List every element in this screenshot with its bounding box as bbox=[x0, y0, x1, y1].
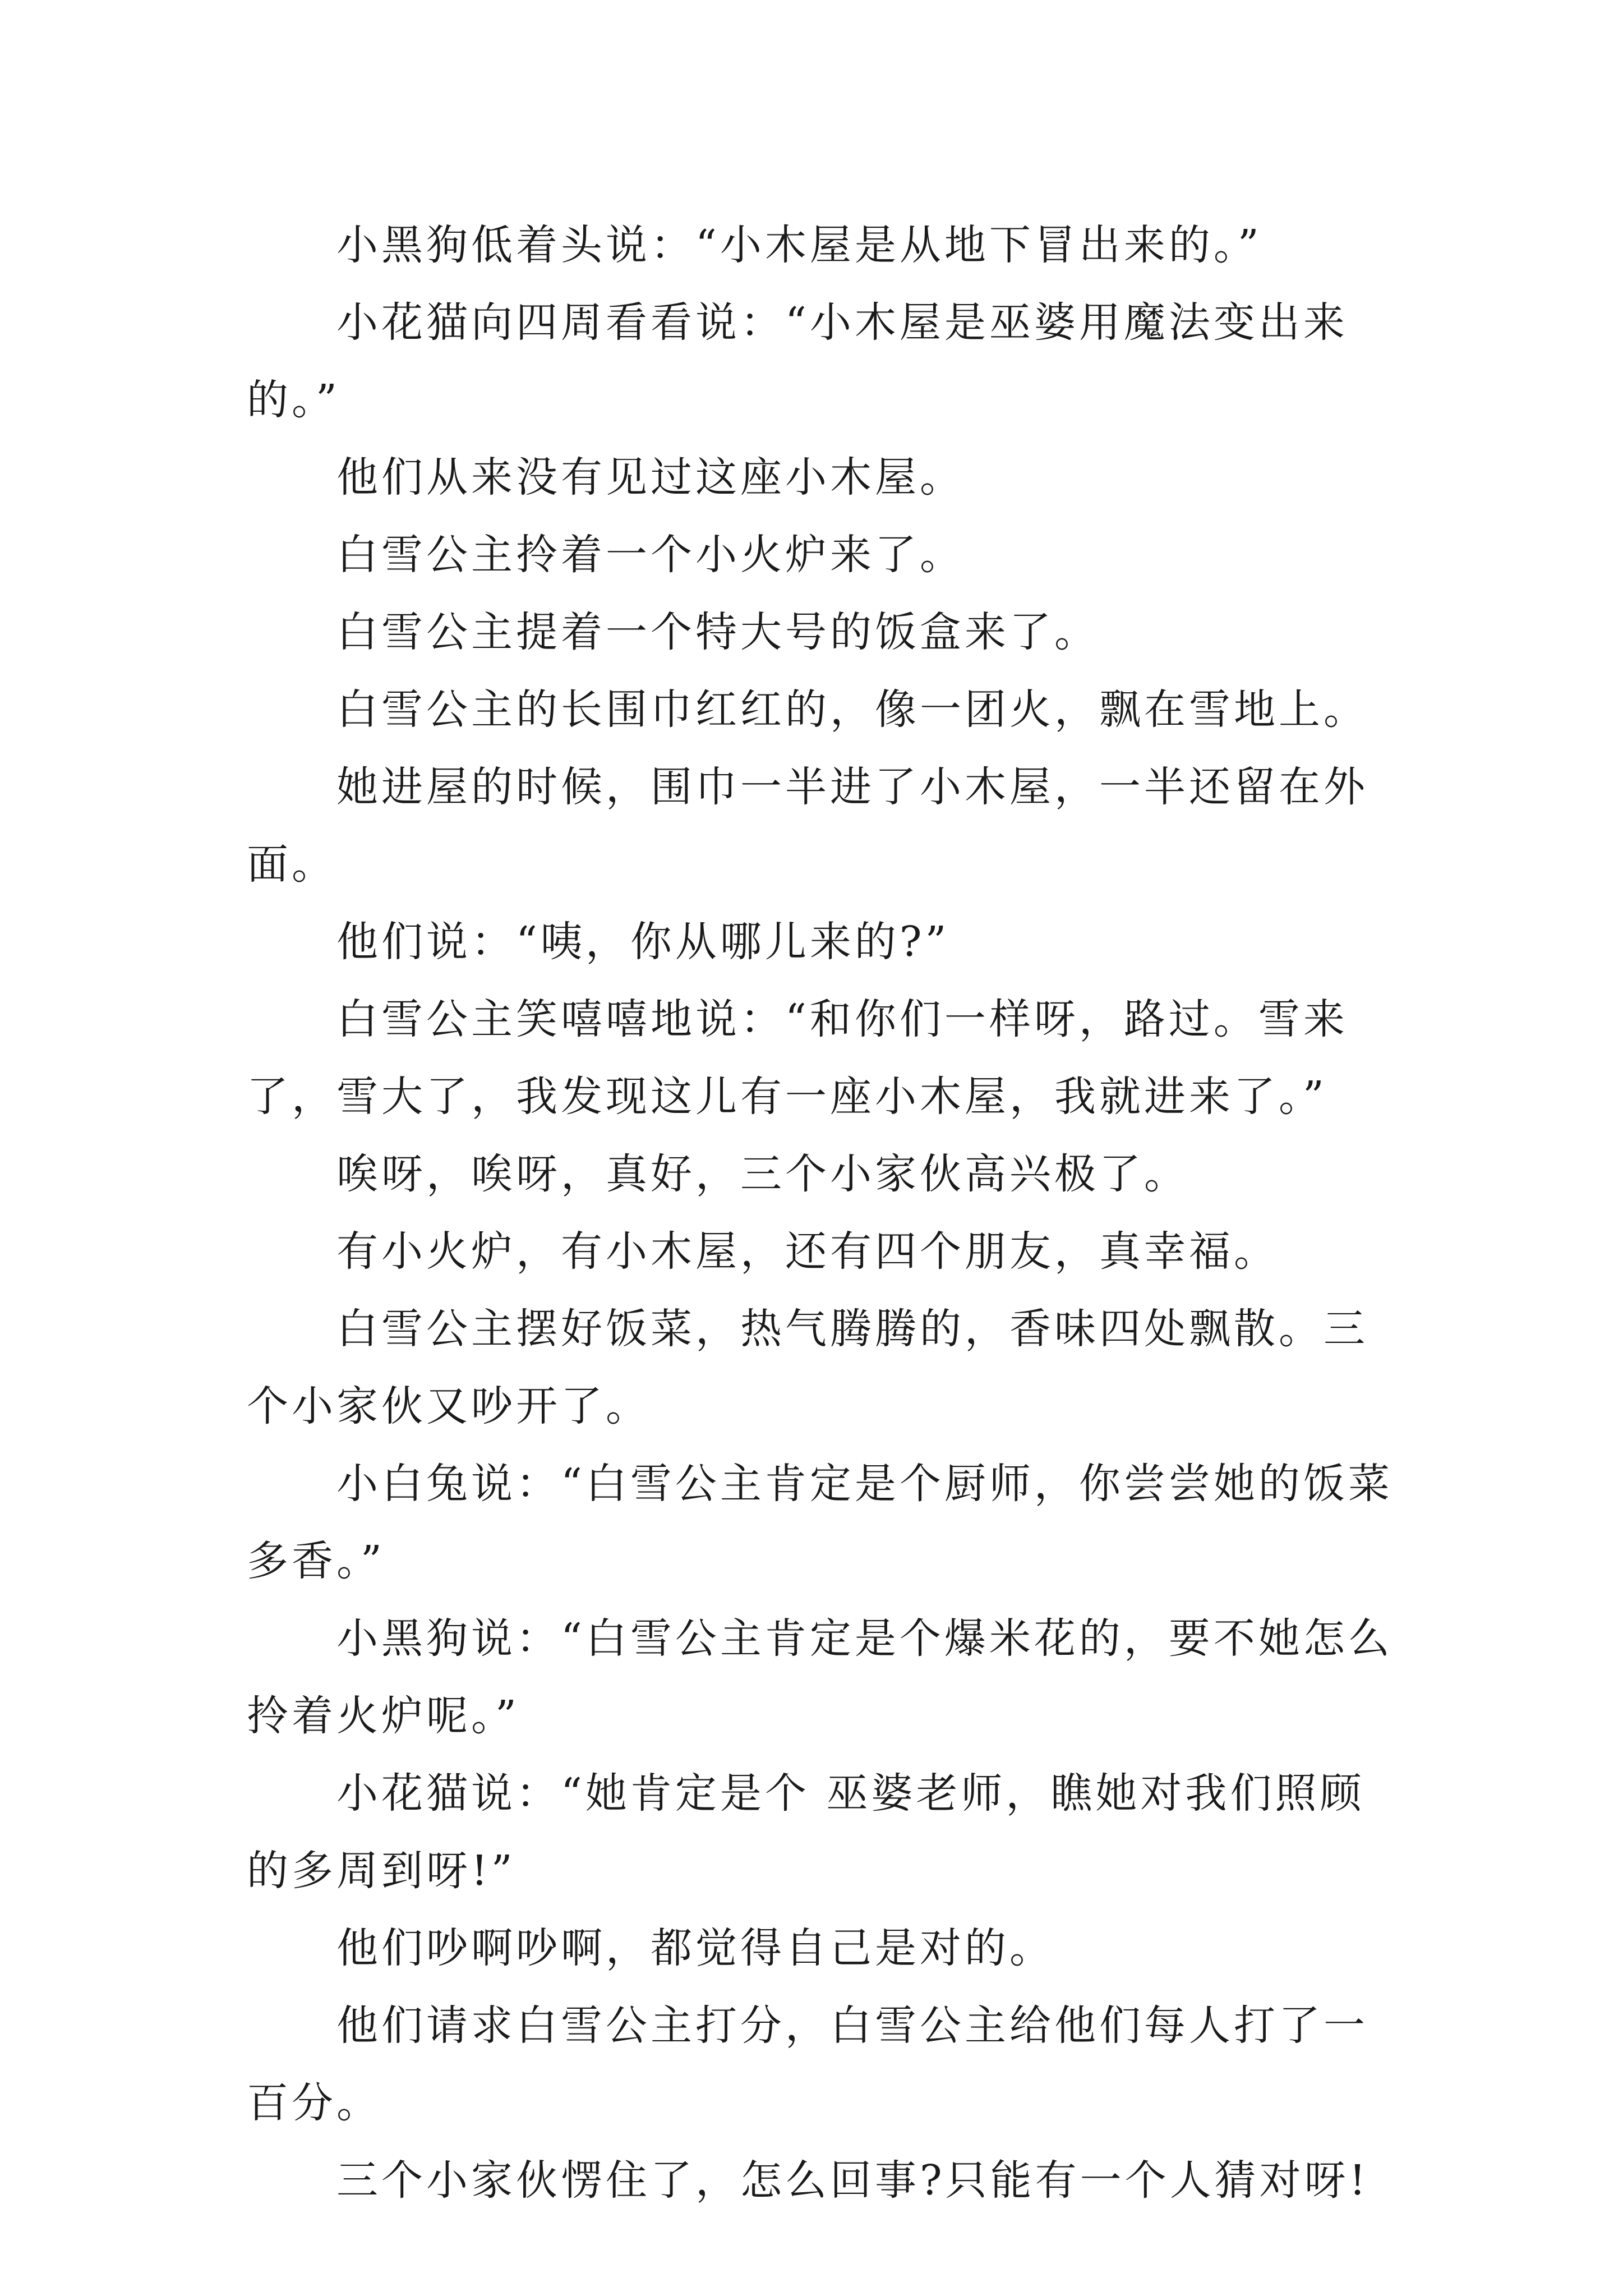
paragraph: 他们从来没有见过这座小木屋。 bbox=[336, 453, 965, 501]
paragraph: 他们请求白雪公主打分，白雪公主给他们每人打了一百分。 bbox=[247, 2001, 1368, 2127]
paragraph: 唉呀，唉呀，真好，三个小家伙高兴极了。 bbox=[336, 1150, 1189, 1198]
paragraph: 她进屋的时候，围巾一半进了小木屋，一半还留在外面。 bbox=[247, 763, 1368, 889]
paragraph: 小花猫向四周看看说：“小木屋是巫婆用魔法变出来的。” bbox=[247, 298, 1348, 424]
paragraph: 他们吵啊吵啊，都觉得自己是对的。 bbox=[336, 1924, 1054, 1972]
paragraph: 他们说：“咦，你从哪儿来的?” bbox=[336, 918, 950, 966]
paragraph: 白雪公主的长围巾红红的，像一团火，飘在雪地上。 bbox=[336, 685, 1368, 734]
paragraph: 三个小家伙愣住了，怎么回事?只能有一个人猜对呀! bbox=[336, 2156, 1370, 2205]
paragraph: 白雪公主摆好饭菜，热气腾腾的，香味四处飘散。三个小家伙又吵开了。 bbox=[247, 1305, 1368, 1430]
paragraph: 小黑狗低着头说：“小木屋是从地下冒出来的。” bbox=[336, 221, 1262, 269]
paragraph: 小白兔说：“白雪公主肯定是个厨师，你尝尝她的饭菜多香。” bbox=[247, 1460, 1393, 1585]
story-text bbox=[247, 206, 1402, 2219]
paragraph: 小花猫说：“她肯定是个 巫婆老师，瞧她对我们照顾的多周到呀!” bbox=[247, 1769, 1365, 1895]
paragraph: 白雪公主拎着一个小火炉来了。 bbox=[336, 531, 965, 579]
paragraph: 白雪公主笑嘻嘻地说：“和你们一样呀，路过。雪来了，雪大了，我发现这儿有一座小木屋，我就进来了。” bbox=[247, 995, 1348, 1121]
paragraph: 白雪公主提着一个特大号的饭盒来了。 bbox=[336, 608, 1099, 656]
paragraph: 小黑狗说：“白雪公主肯定是个爆米花的，要不她怎么拎着火炉呢。” bbox=[247, 1614, 1393, 1740]
paragraph: 有小火炉，有小木屋，还有四个朋友，真幸福。 bbox=[336, 1227, 1279, 1276]
